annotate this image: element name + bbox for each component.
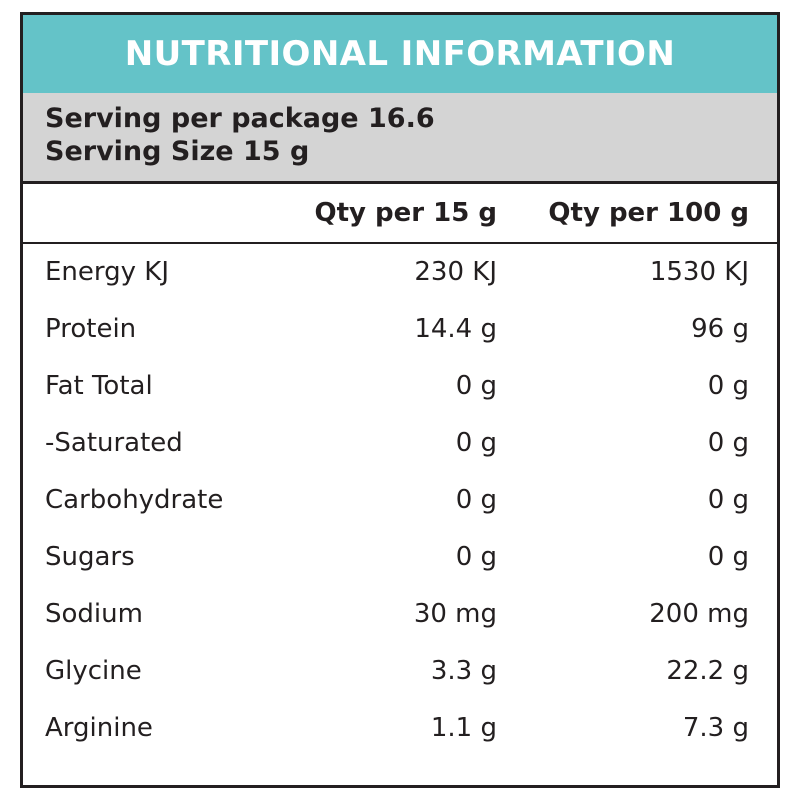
nutrient-qty-serving: 0 g [455, 542, 497, 573]
nutrient-qty-100g: 0 g [707, 485, 749, 516]
nutrient-qty-100g: 96 g [691, 314, 749, 345]
nutrient-label: Arginine [45, 713, 153, 744]
column-header-qty-per-serving: Qty per 15 g [314, 197, 497, 228]
nutrient-label: Sugars [45, 542, 135, 573]
nutrient-qty-100g: 0 g [707, 542, 749, 573]
table-row [23, 415, 777, 472]
nutrient-qty-100g: 22.2 g [666, 656, 749, 687]
serving-info [23, 93, 777, 184]
serving-size: Serving Size 15 g [45, 135, 310, 167]
nutrient-qty-100g: 200 mg [649, 599, 749, 630]
nutrient-qty-serving: 3.3 g [430, 656, 497, 687]
panel-header [23, 15, 777, 93]
page-title: NUTRITIONAL INFORMATION [124, 34, 676, 74]
table-row [23, 643, 777, 700]
table-row [23, 301, 777, 358]
nutrient-qty-serving: 230 KJ [414, 257, 497, 288]
nutrient-qty-100g: 1530 KJ [649, 257, 749, 288]
nutrient-label: -Saturated [45, 428, 183, 459]
serving-per-package: Serving per package 16.6 [45, 103, 435, 134]
nutrient-qty-serving: 1.1 g [430, 713, 497, 744]
table-header-row [23, 184, 777, 244]
nutrient-qty-serving: 0 g [455, 485, 497, 516]
column-header-qty-per-100g: Qty per 100 g [548, 197, 749, 228]
nutrient-qty-100g: 7.3 g [682, 713, 749, 744]
table-row [23, 529, 777, 586]
nutrient-qty-serving: 0 g [455, 428, 497, 459]
nutrient-label: Sodium [45, 599, 143, 630]
table-row [23, 358, 777, 415]
nutrient-label: Energy KJ [45, 257, 170, 288]
nutrition-table [23, 184, 777, 785]
nutrient-label: Carbohydrate [45, 485, 224, 516]
table-row [23, 586, 777, 643]
nutrient-label: Fat Total [45, 371, 153, 402]
nutrition-panel [20, 12, 780, 788]
nutrient-label: Protein [45, 314, 137, 345]
nutrient-qty-100g: 0 g [707, 428, 749, 459]
table-row [23, 472, 777, 529]
nutrient-label: Glycine [45, 656, 142, 687]
nutrient-qty-serving: 0 g [455, 371, 497, 402]
nutrient-qty-serving: 14.4 g [414, 314, 497, 345]
table-row [23, 700, 777, 757]
table-row [23, 244, 777, 301]
nutrient-qty-100g: 0 g [707, 371, 749, 402]
nutrient-qty-serving: 30 mg [413, 599, 497, 630]
